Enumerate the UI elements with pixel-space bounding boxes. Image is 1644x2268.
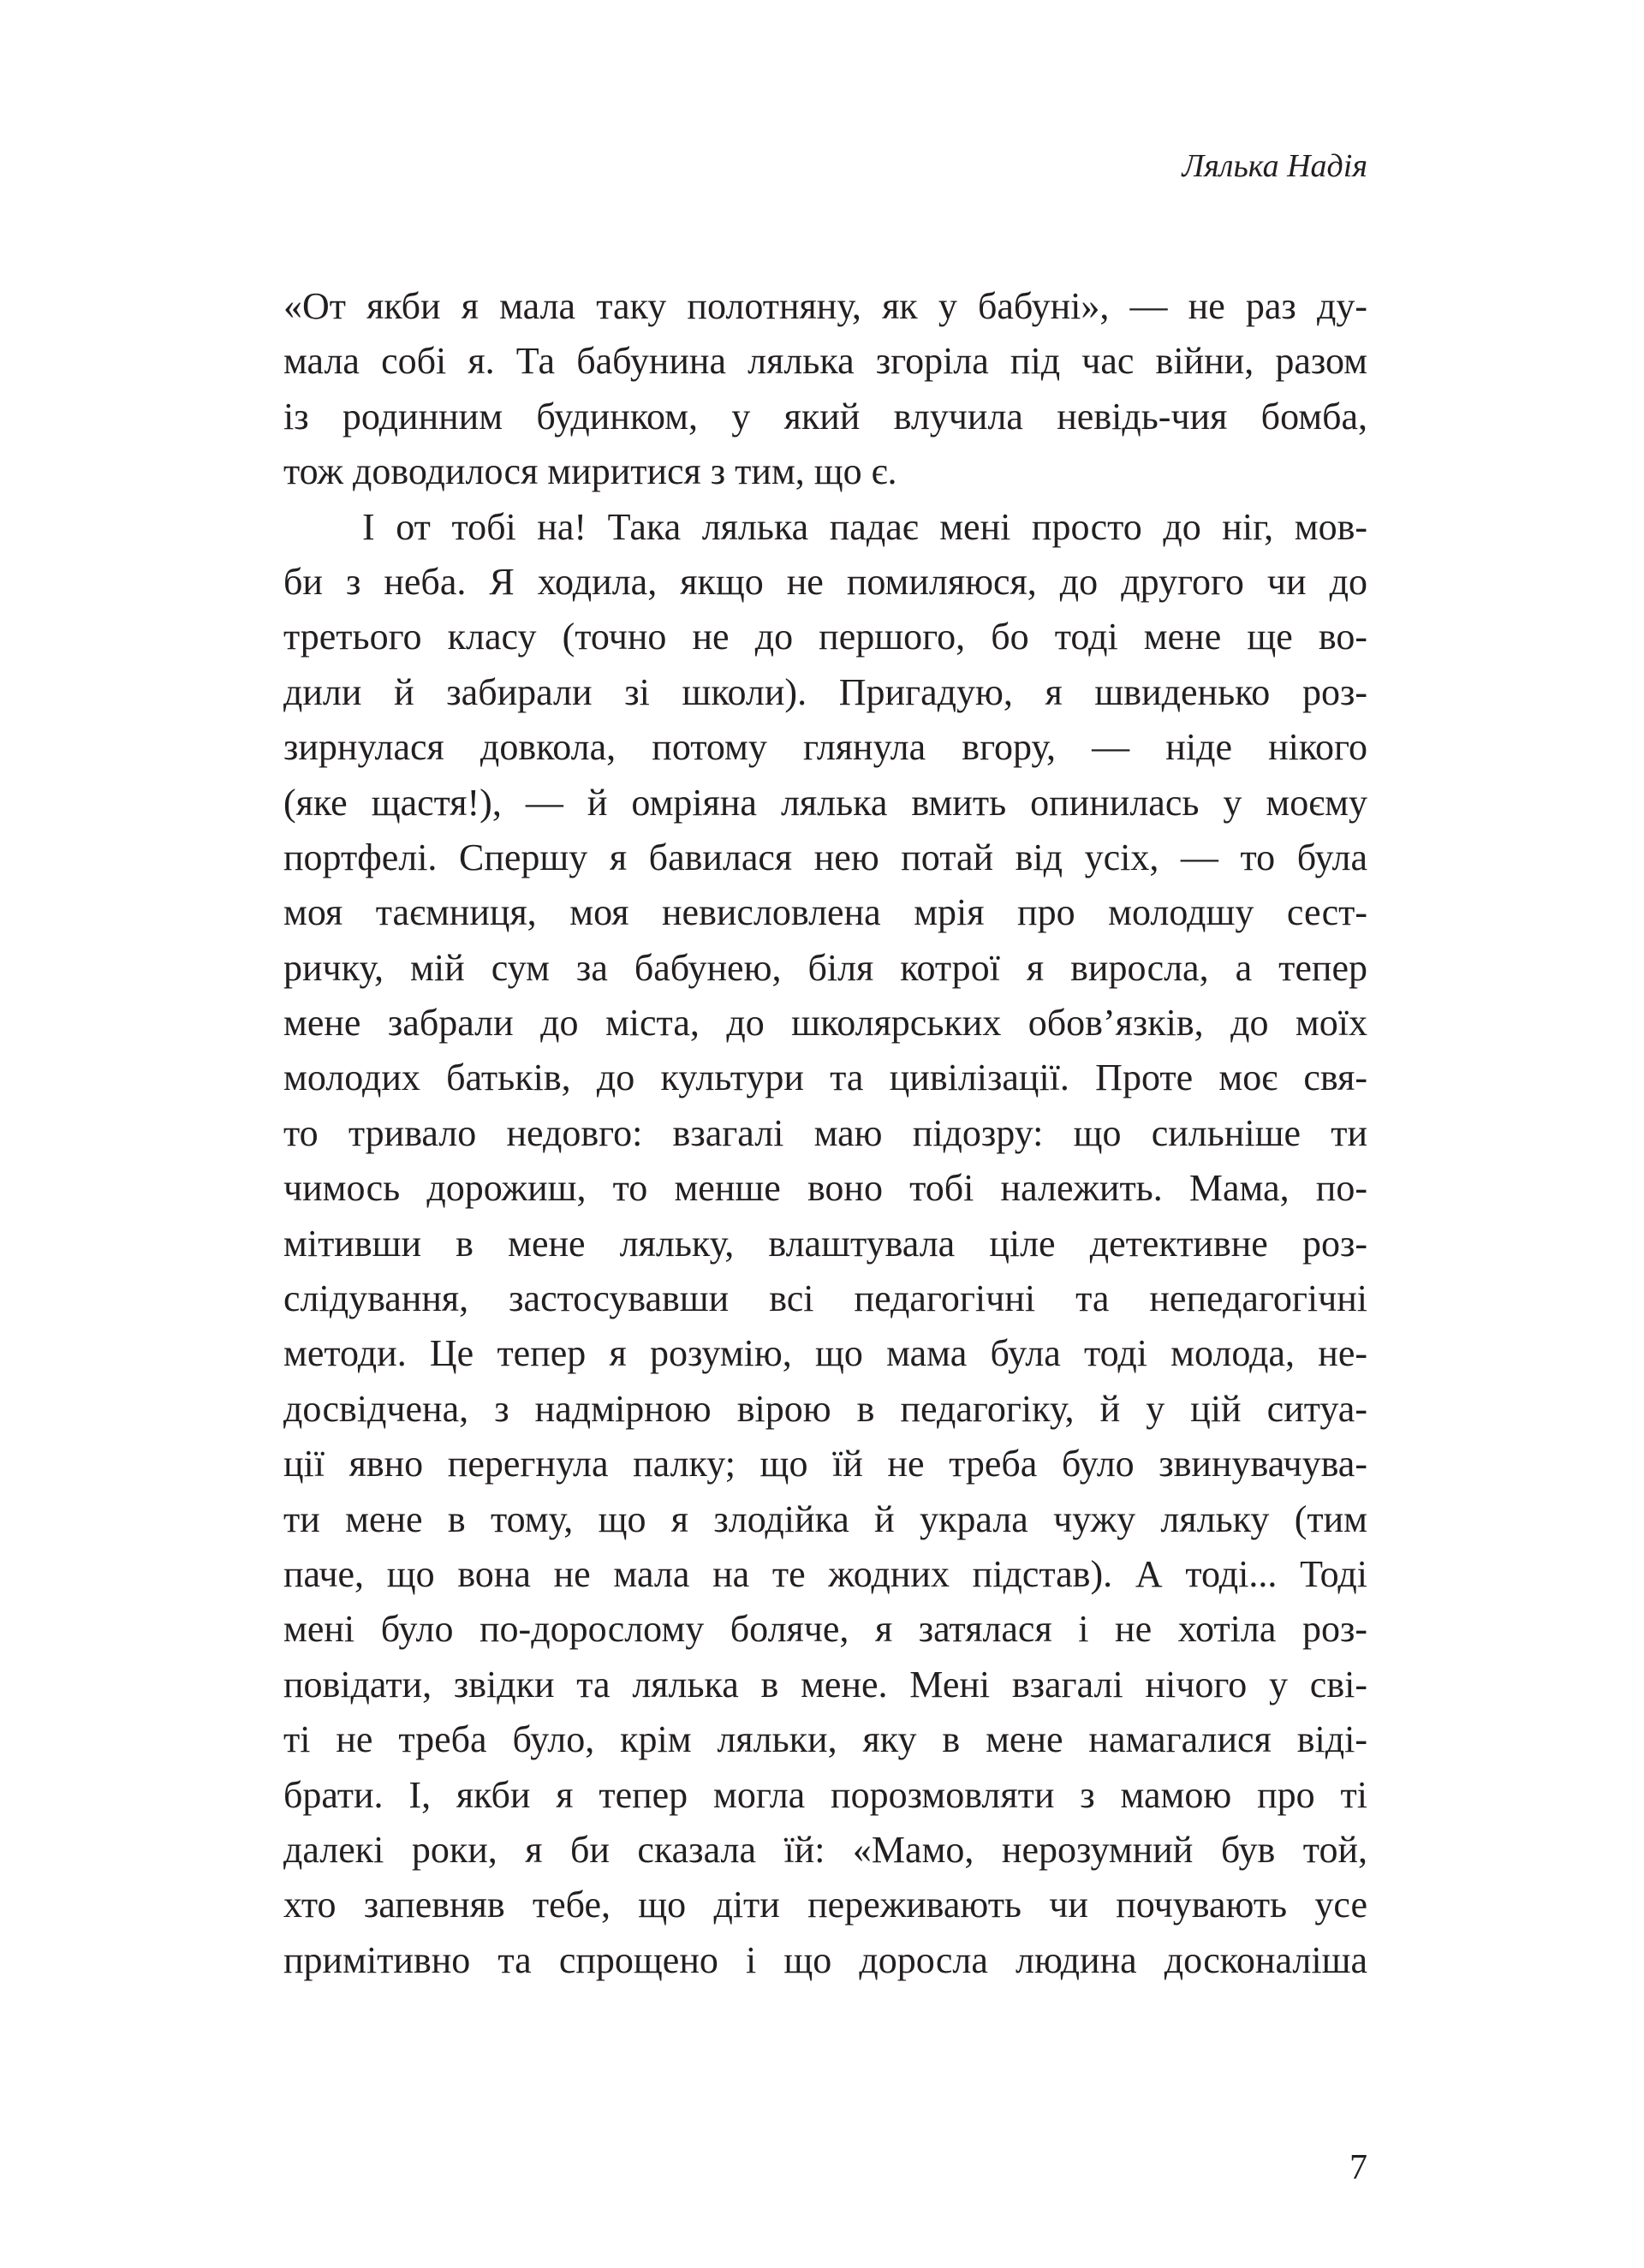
text-line: досвідчена, з надмірною вірою в педагогіку, й у цій ситуа- [283, 1387, 1367, 1430]
text-line: далекі роки, я би сказала їй: «Мамо, нерозумний був той, [283, 1828, 1367, 1871]
text-line: брати. І, якби я тепер могла порозмовляти з мамою про ті [283, 1773, 1367, 1816]
text-line: із родинним будинком, у який влучила невідь-чия бомба, [283, 395, 1367, 438]
text-line: слідування, застосувавши всі педагогічні та непедагогічні [283, 1277, 1367, 1320]
text-line: хто запевняв тебе, що діти переживають чи почувають усе [283, 1884, 1367, 1926]
text-line: ті не треба було, крім ляльки, яку в мене намагалися віді- [283, 1718, 1367, 1761]
text-line: чимось дорожиш, то менше воно тобі належить. Мама, по- [283, 1167, 1367, 1210]
text-line: тож доводилося миритися з тим, що є. [283, 450, 897, 493]
body-text [283, 279, 1367, 1988]
text-line: «От якби я мала таку полотняну, як у бабуні», — не раз ду- [283, 285, 1367, 327]
text-line: би з неба. Я ходила, якщо не помиляюся, до другого чи до [283, 560, 1367, 603]
text-line: моя таємниця, моя невисловлена мрія про молодшу сест- [283, 891, 1367, 934]
text-line: портфелі. Спершу я бавилася нею потай від усіх, — то була [283, 836, 1367, 878]
text-line: зирнулася довкола, потому глянула вгору, — ніде нікого [283, 726, 1367, 769]
text-line: дили й забирали зі школи). Пригадую, я швиденько роз- [283, 670, 1367, 713]
text-line: то тривало недовго: взагалі маю підозру: що сильніше ти [283, 1111, 1367, 1154]
text-line: паче, що вона не мала на те жодних підстав). А тоді... Тоді [283, 1552, 1367, 1595]
text-line: мені було по-дорослому боляче, я затялася і не хотіла роз- [283, 1608, 1367, 1651]
text-line: ти мене в тому, що я злодійка й украла чужу ляльку (тим [283, 1497, 1367, 1540]
running-head-title: Лялька Надія [1182, 148, 1367, 184]
text-line: методи. Це тепер я розумію, що мама була тоді молода, не- [283, 1332, 1367, 1375]
text-line: мене забрали до міста, до школярських обов’язків, до моїх [283, 1002, 1367, 1045]
text-line: ції явно перегнула палку; що їй не треба було звинувачува- [283, 1443, 1367, 1485]
text-line: примітивно та спрощено і що доросла людина досконаліша [283, 1938, 1367, 1981]
text-line: третього класу (точно не до першого, бо тоді мене ще во- [283, 616, 1367, 658]
text-line: мала собі я. Та бабунина лялька згоріла під час війни, разом [283, 340, 1367, 383]
page-number: 7 [1349, 2148, 1367, 2188]
text-line: І от тобі на! Така лялька падає мені просто до ніг, мов- [362, 505, 1367, 548]
text-line: молодих батьків, до культури та цивілізації. Проте моє свя- [283, 1057, 1367, 1099]
text-line: ричку, мій сум за бабунею, біля котрої я виросла, а тепер [283, 946, 1367, 989]
text-line: мітивши в мене ляльку, влаштувала ціле детективне роз- [283, 1222, 1367, 1265]
text-line: повідати, звідки та лялька в мене. Мені взагалі нічого у сві- [283, 1663, 1367, 1705]
text-line: (яке щастя!), — й омріяна лялька вмить опинилась у моєму [283, 781, 1367, 824]
